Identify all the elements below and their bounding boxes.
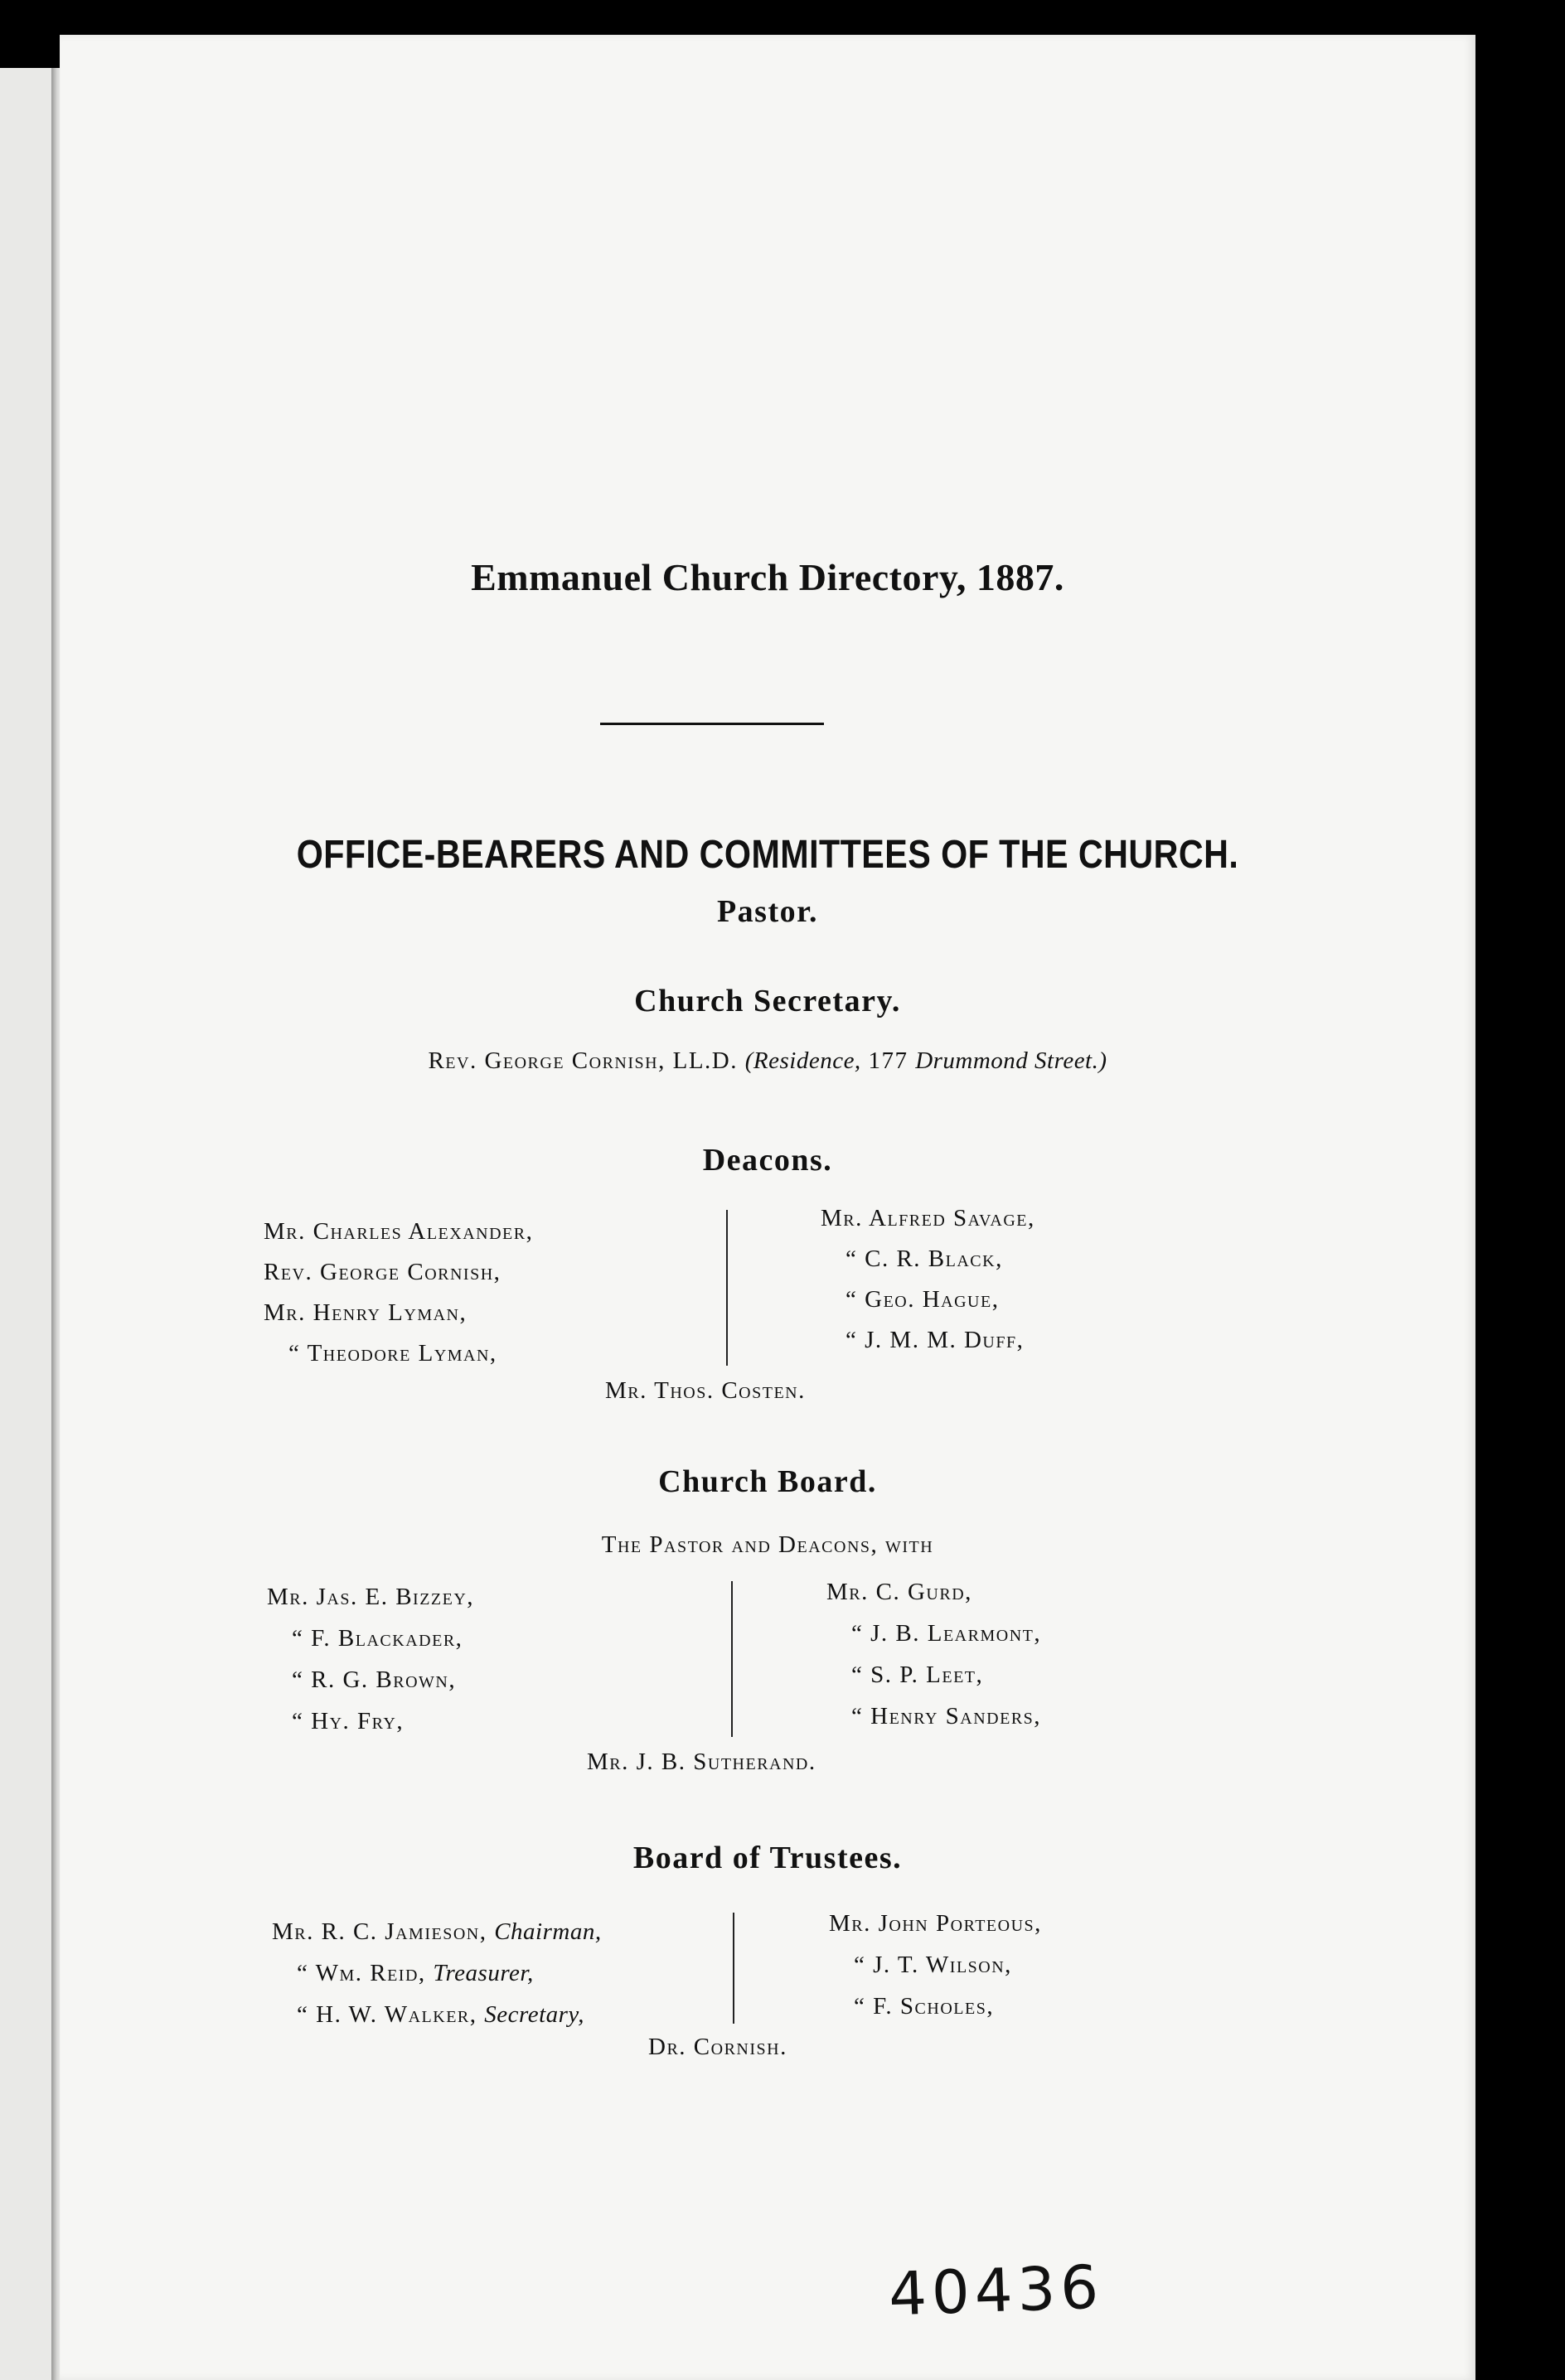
trustee-entry (272, 1952, 602, 1994)
trustee-entry (272, 1911, 602, 1952)
church-board-column-divider (731, 1581, 733, 1737)
pastor-heading: Pastor. (716, 894, 819, 929)
church-secretary-entry (60, 1047, 1475, 1075)
trustee-name: “ F. Scholes, (854, 1993, 995, 2020)
handwritten-number: 40436 (887, 2252, 1105, 2329)
board-member-name: “ F. Blackader, (292, 1625, 463, 1652)
deacons-column-divider (726, 1210, 728, 1366)
church-board-left-column (267, 1576, 474, 1742)
deacon-name: “ C. R. Black, (845, 1246, 1003, 1272)
board-member-name: “ J. B. Learmont, (851, 1620, 1042, 1647)
trustees-right-column (829, 1903, 1042, 2027)
deacon-name: Mr. Alfred Savage, (821, 1205, 1035, 1231)
trustee-name: “ H. W. Walker, (297, 2001, 477, 2028)
church-board-right-column (826, 1571, 1041, 1737)
deacon-name: “ J. M. M. Duff, (845, 1327, 1025, 1353)
board-member-name: “ Henry Sanders, (851, 1703, 1042, 1729)
deacon-name: “ Geo. Hague, (845, 1286, 1000, 1313)
church-board-heading: Church Board. (658, 1464, 877, 1499)
board-member-name: Mr. C. Gurd, (826, 1579, 972, 1605)
trustee-name: Mr. John Porteous, (829, 1910, 1042, 1937)
board-member-name: “ R. G. Brown, (292, 1666, 457, 1693)
trustees-footer: Dr. Cornish. (648, 2034, 787, 2060)
church-board-footer: Mr. J. B. Sutherand. (587, 1749, 816, 1775)
deacon-name: Rev. George Cornish, (264, 1259, 501, 1285)
board-member-name: Mr. Jas. E. Bizzey, (267, 1584, 475, 1610)
trustee-name: “ Wm. Reid, (297, 1960, 426, 1986)
secretary-residence-label: (Residence, (744, 1047, 861, 1074)
directory-title: Emmanuel Church Directory, 1887. (471, 556, 1064, 598)
church-secretary-heading: Church Secretary. (634, 984, 901, 1018)
trustee-name: Mr. R. C. Jamieson, (272, 1918, 487, 1945)
deacons-left-column (264, 1212, 533, 1374)
secretary-residence-number: 177 (868, 1047, 908, 1074)
trustees-left-column (272, 1911, 602, 2035)
main-heading: OFFICE-BEARERS AND COMMITTEES OF THE CHURCH. (296, 833, 1239, 877)
trustee-role: Chairman, (494, 1918, 602, 1945)
deacons-footer: Mr. Thos. Costen. (605, 1377, 806, 1404)
deacon-name: Mr. Charles Alexander, (264, 1218, 534, 1245)
board-of-trustees-heading: Board of Trustees. (632, 1841, 903, 1875)
trustee-role: Treasurer, (433, 1960, 534, 1986)
trustee-name: “ J. T. Wilson, (854, 1952, 1012, 1978)
trustee-role: Secretary, (484, 2001, 584, 2028)
board-member-name: “ S. P. Leet, (851, 1662, 984, 1688)
document-page (60, 35, 1475, 2380)
secretary-residence-street: Drummond Street.) (915, 1047, 1107, 1074)
trustee-entry (272, 1994, 602, 2035)
church-board-intro: The Pastor and Deacons, with (601, 1531, 934, 1558)
deacons-right-column (821, 1198, 1035, 1361)
deacon-name: “ Theodore Lyman, (288, 1340, 497, 1367)
deacon-name: Mr. Henry Lyman, (264, 1299, 468, 1326)
secretary-name: Rev. George Cornish, LL.D. (428, 1047, 738, 1074)
board-member-name: “ Hy. Fry, (292, 1708, 405, 1734)
trustees-column-divider (733, 1913, 734, 2024)
title-divider (600, 723, 824, 725)
deacons-heading: Deacons. (702, 1143, 833, 1178)
